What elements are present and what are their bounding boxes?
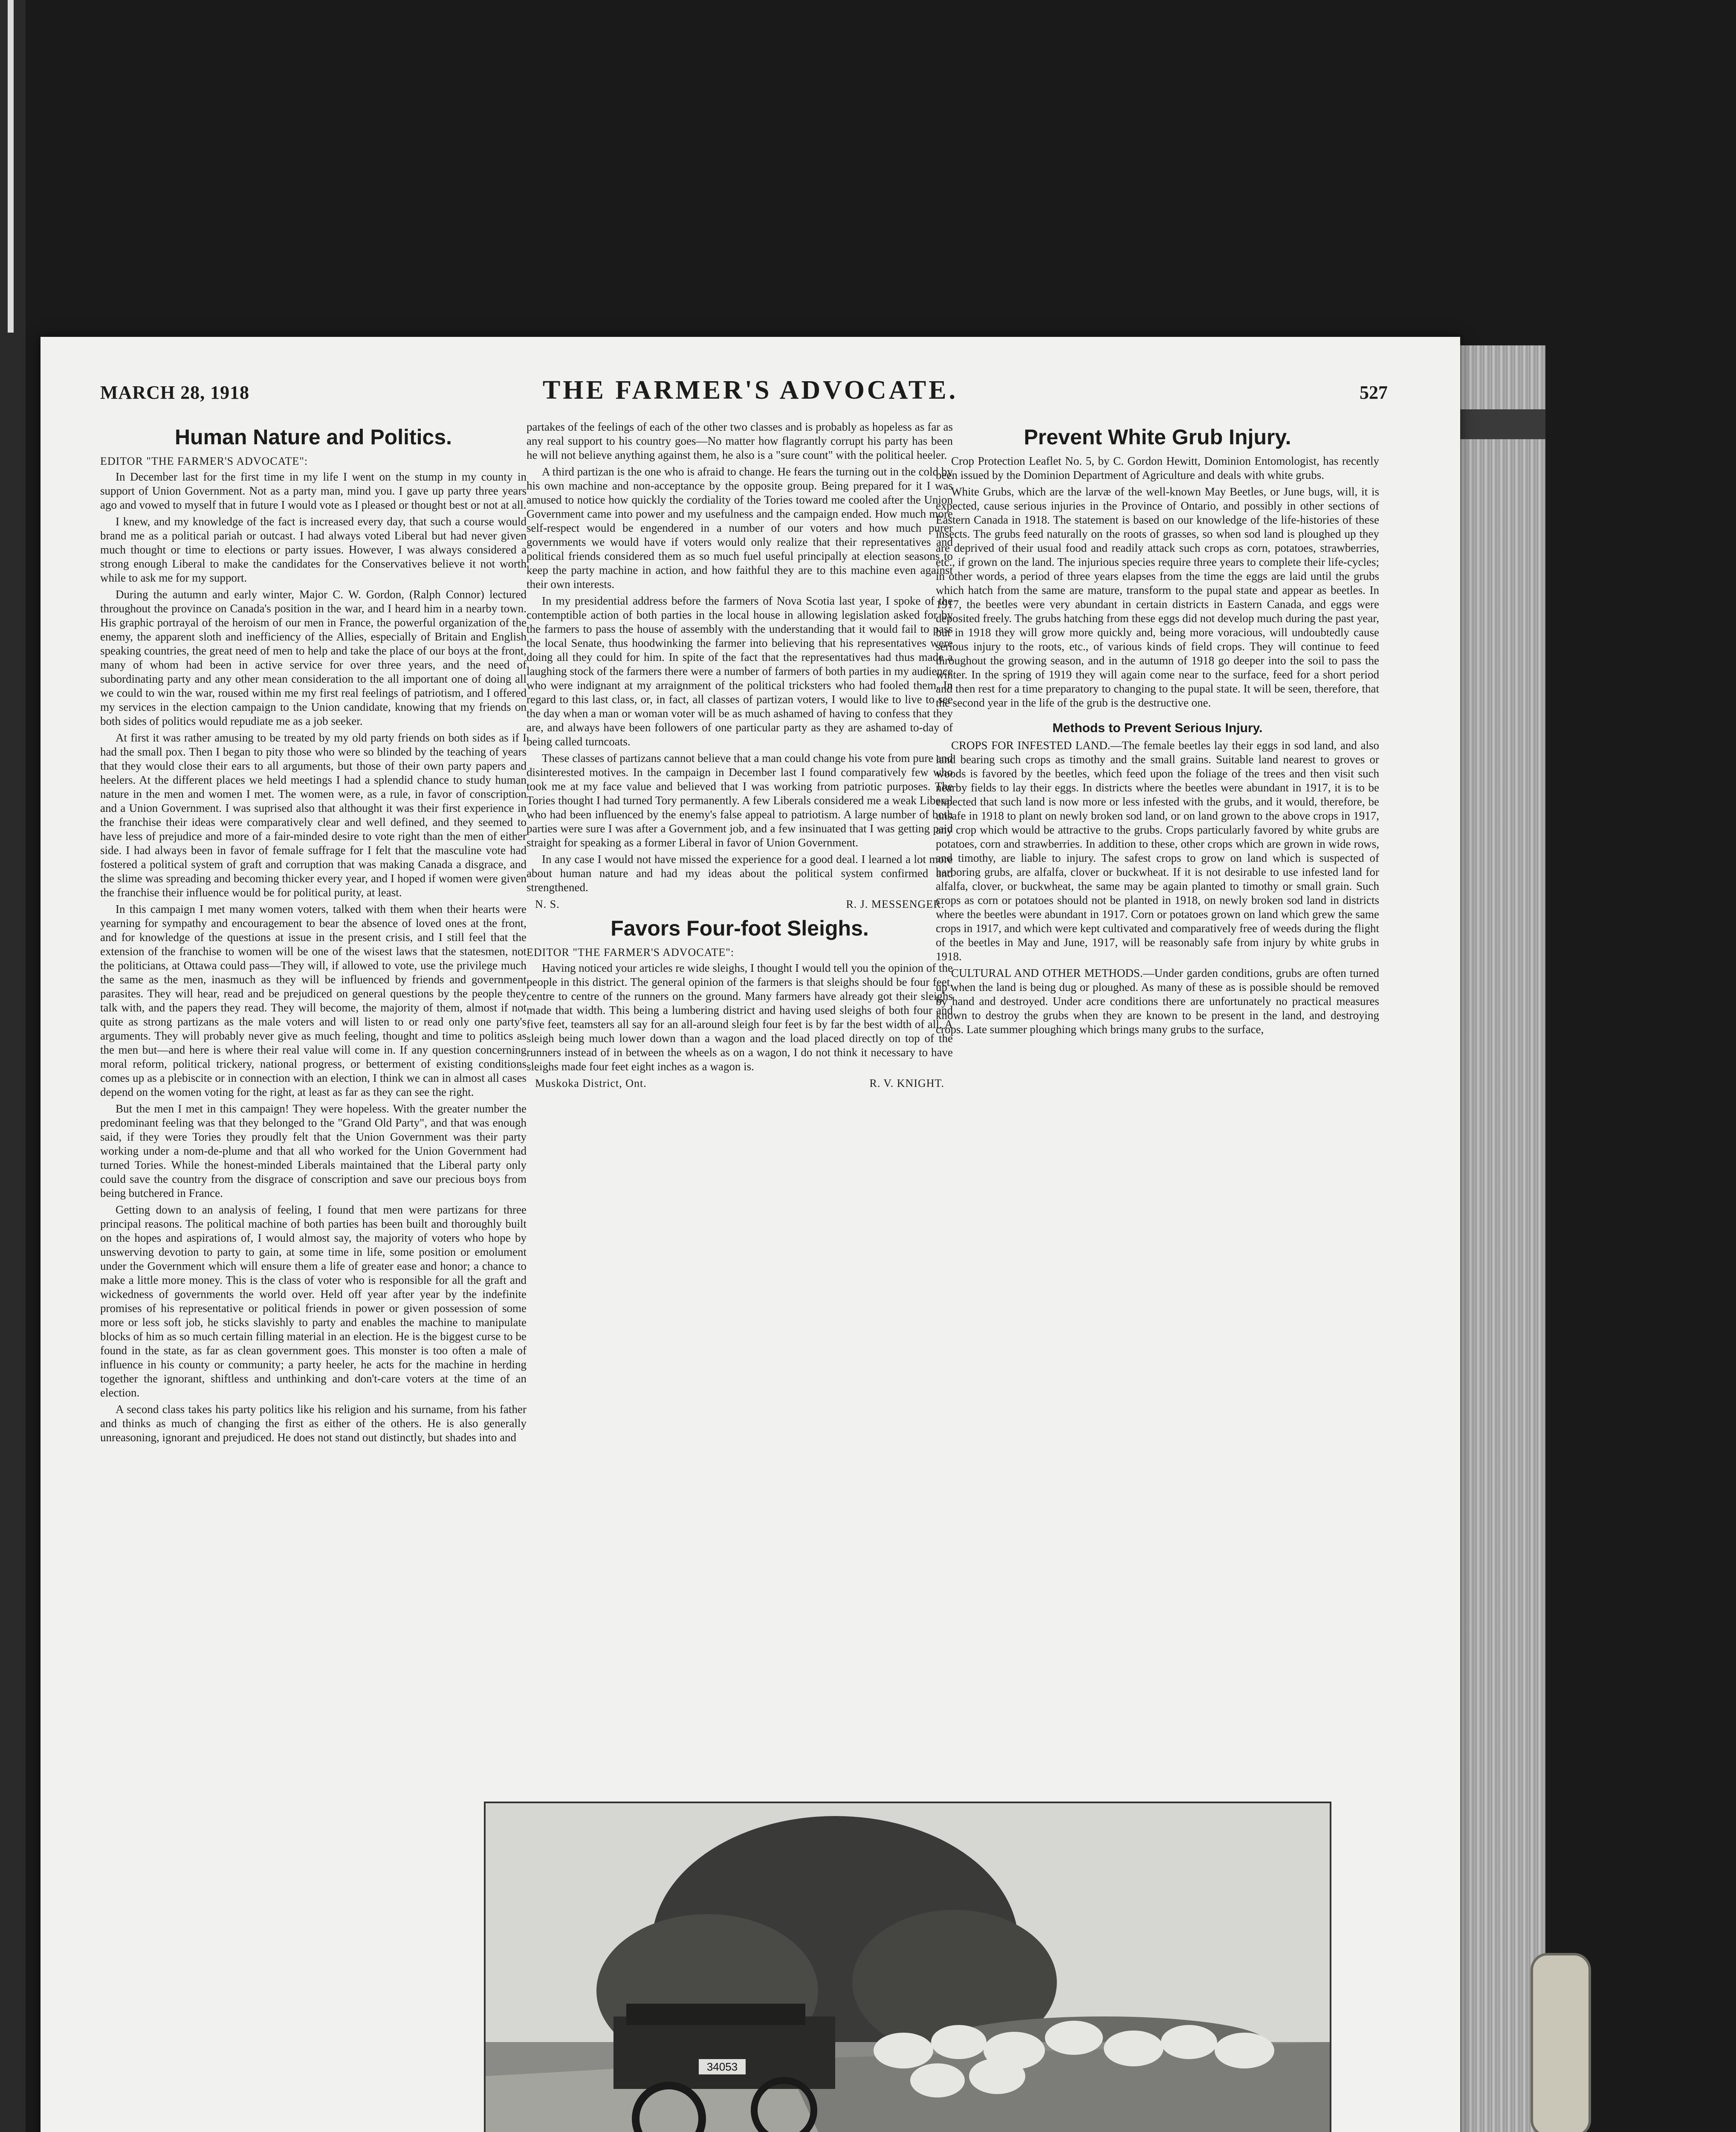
masthead-title: THE FARMER'S ADVOCATE. [542, 376, 958, 405]
run-in-head: CROPS FOR INFESTED LAND. [951, 739, 1111, 752]
column-3 [936, 420, 1379, 1039]
paragraph: But the men I met in this campaign! They were hopeless. With the greater number the predominant feeling was that they belonged to the "Grand Old Party", and that was enough said, if they were Tories they proudly felt that the Union Government was their party working under a nom-de-plume and that all who worked for the Union Government had turned Tories. While the honest-minded Liberals maintained that the Liberal party only could save the country from the disgrace of conscription and save our precious boys from being butchered in France. [100, 1102, 527, 1199]
paragraph: A second class takes his party politics like his religion and his surname, from his father and thinks as much of changing the first as either of the others. He is also generally unreasoning, ignorant and prejudiced. He does not stand out distinctly, but shades into and [100, 1403, 527, 1444]
paragraph [936, 739, 1379, 964]
column-2 [527, 420, 953, 1095]
paragraph: Crop Protection Leaflet No. 5, by C. Gordon Hewitt, Dominion Entomologist, has recently been issued by the Dominion Department of Agriculture and deals with white grubs. [936, 455, 1379, 481]
article-title: Favors Four-foot Sleighs. [610, 916, 869, 940]
article-title: Human Nature and Politics. [174, 425, 452, 449]
article-title: Prevent White Grub Injury. [1024, 425, 1291, 449]
paragraph: In any case I would not have missed the experience for a good deal. I learned a lot more about human nature and had my ideas about the political system confirmed and strengthened. [527, 853, 953, 894]
editor-salutation: EDITOR "THE FARMER'S ADVOCATE": [100, 455, 308, 467]
paragraph: I knew, and my knowledge of the fact is increased every day, that such a course would brand me as a political pariah or outcast. I had always voted Liberal but had never given much thought or time to elections or party issues. However, I was always considered a strong enough Liberal to make the candidates for the Conservatives believe it not worth while to ask me for my support. [100, 515, 527, 584]
license-plate: 34053 [706, 2060, 738, 2073]
scan-left-margin [0, 0, 26, 2132]
binding-clip [1531, 1953, 1591, 2132]
signature-name: R. V. KNIGHT. [869, 1077, 944, 1089]
editor-salutation: EDITOR "THE FARMER'S ADVOCATE": [527, 946, 735, 959]
book-page-edges [1460, 345, 1545, 2132]
signature-line [535, 897, 944, 911]
signature-name: R. J. MESSENGER. [846, 898, 944, 910]
paragraph: These classes of partizans cannot believe that a man could change his vote from pure and disinterested motives. In the campaign in December last I found comparatively few who took me at my face value and believed that I was working from patriotic purposes. The Tories thought I had turned Tory permanently. A few Liberals considered me a weak Liberal who had been influenced by the enemy's false appeal to patriotism. A large number of both parties were sure I was after a Government job, and a few insinuated that I was getting paid straight for speaking as a former Liberal in favor of Union Government. [527, 752, 953, 849]
paragraph: partakes of the feelings of each of the other two classes and is probably as hopeless as far as any real support to his country goes—No matter how flagrantly corrupt his party has been he will not believe anything against them, he also is a "sure count" with the political heeler. [527, 420, 953, 461]
paragraph-body: —Under garden conditions, grubs are often turned up when the land is being dug or ploughed. As many of these as is possible should be removed by hand and destroyed. Under acre conditions there are unfortunately no practical measures known to destroy the grubs when they are known to be present in the land, and destroying crops. Late summer ploughing which brings many grubs to the surface, [936, 967, 1380, 1036]
photo-illustration [486, 1803, 1330, 2132]
page-edge-band [1460, 409, 1545, 439]
signature-place: N. S. [535, 898, 560, 910]
paragraph: Getting down to an analysis of feeling, I found that men were partizans for three principal reasons. The political machine of both parties has been built and thoroughly built on the hopes and aspirations of, I would almost say, the majority of voters who hope by unswerving devotion to party to gain, at some time in life, some position or emolument under the Government which will ensure them a life of greater ease and honor; a chance to make a little more money. This is the class of voter who is responsible for all the graft and wickedness of governments the world over. Held off year after year by the indefinite promises of his representative or political friends in power or given possession of some more or less soft job, he sticks slavishly to party and enables the machine to manipulate blocks of him as so much certain filling material in an election. He is the biggest curse to be found in the state, as far as clean government goes. This monster is too often a male of influence in his county or community; a party heeler, he acts for the machine in herding together the ignorant, shiftless and unthinking and don't-care voters at the time of an election. [100, 1203, 527, 1399]
paragraph: In this campaign I met many women voters, talked with them when their hearts were yearning for sympathy and encouragement to bear the absence of loved ones at the front, and for knowledge of the questions at issue in the present crisis, and I still feel that the extension of the franchise to women will be one of the wisest laws that the statesmen, not the politicians, at Ottawa could pass—They will, if allowed to vote, use the privilege much the same as the men, inasmuch as they will be influenced by friends and government parasites. They will hear, read and be prejudiced on general questions by the people they talk with, and the papers they read. They will become, the majority of them, almost if not quite as strong partizans as the male voters and will listen to or read only one party's arguments. They will probably never give as much feeling, thought and time to politics as the men but—and here is where their real value will come in. If any question concerning moral reform, political trickery, national progress, or betterment of existing conditions comes up as a plebiscite or in connection with an election, I think we can in almost all cases depend on the women voting for the right, at least as far as they can see the right. [100, 903, 527, 1098]
signature-line [535, 1076, 944, 1090]
paragraph-body: —The female beetles lay their eggs in sod land, and also land bearing such crops as timothy and the small grains. Suitable land nearest to groves or woods is favored by the beetles, which feed upon the foliage of the trees and then visit such nearby fields to lay their eggs. In districts where the beetles were abundant in 1917, it is to be expected that such land is now more or less infested with the grubs, and it would, therefore, be unsafe in 1918 to plant on newly broken sod land, or on land grown to the above crops in 1917, any crop which would be attractive to the grubs. Crops particularly favored by white grubs are potatoes, corn and strawberries. In addition to these, other crops which are grown in wide rows, and timothy, are liable to injury. The safest crops to grow on land which is suspected of harboring grubs, are alfalfa, clover or buckwheat. If it is not desirable to use infested land for alfalfa, clover, or buckwheat, the same may be again planted to timothy or small grain. Such crops as corn or potatoes should not be planted in 1918, on newly broken sod land in districts where the beetles were abundant in 1917. Corn or potatoes grown on land which grew the same crops in 1917, and which were kept cultivated and comparatively free of weeds during the flight of the beetles in May and June, 1917, will be reasonably safe from injury by white grubs in 1918. [936, 739, 1380, 963]
section-subhead: Methods to Prevent Serious Injury. [1052, 721, 1263, 735]
paragraph: A third partizan is the one who is afraid to change. He fears the turning out in the cold by his own machine and non-acceptance by the opposite group. Being prepared for it I was amused to notice how quickly the cordiality of the Tories toward me cooled after the Union Government came into power and my usefulness and the campaign ended. How much more self-respect would be engendered in a number of our voters and how much purer governments we would have if voters would only realize that their representatives and political friends considered them as so much fuel useful principally at election seasons to keep the party machine in action, and how faithful they are to this machine even against their own interests. [527, 465, 953, 591]
page-header [41, 337, 1460, 405]
signature-place: Muskoka District, Ont. [535, 1077, 647, 1089]
run-in-head: CULTURAL AND OTHER METHODS. [951, 967, 1143, 979]
paragraph: In my presidential address before the farmers of Nova Scotia last year, I spoke of the contemptible action of both parties in the local house in allowing legislation asked for by the farmers to pass the house of assembly with the understanding that it would fail to pass the local Senate, thus hoodwinking the farmer into believing that his representatives were doing all they could for him. In spite of the fact that the representatives had thus made a laughing stock of the farmers there were a number of farmers of both parties in my audience who were indignant at my arraignment of the political tricksters who had fooled them. In regard to this last class, or, in fact, all classes of partizan voters, I would like to live to see the day when a man or woman voter will be as much ashamed of having to confess that they are, and always have been followers of one particular party as they are ashamed to-day of being called turncoats. [527, 594, 953, 748]
paragraph: In December last for the first time in my life I went on the stump in my county in support of Union Government. Not as a party man, mind you. I gave up party three years ago and vowed to myself that in future I would vote as I pleased or thought best or not at all. [100, 470, 527, 511]
column-1 [100, 420, 527, 1447]
farm-photo [484, 1802, 1331, 2132]
page-number: 527 [1360, 382, 1388, 403]
paragraph: White Grubs, which are the larvæ of the well-known May Beetles, or June bugs, will, it is expected, cause serious injuries in the Province of Ontario, and possibly in other sections of Eastern Canada in 1918. The statement is based on our knowledge of the life-histories of these insects. The grubs feed naturally on the roots of grasses, so when sod land is ploughed up they are deprived of their usual food and readily attack such crops as corn, potatoes, strawberries, etc., if grown on the land. The injurious species require three years to complete their life-cycles; in other words, a period of three years elapses from the time the eggs are laid until the grubs which hatch from the same are mature, transform to the pupal state and appear as beetles. In 1917, the beetles were very abundant in certain districts in Eastern Canada, and eggs were deposited freely. The grubs hatching from these eggs did not develop much during the past year, but in 1918 they will grow more quickly and, being more voracious, will undoubtedly cause serious injury to the roots, etc., of various kinds of field crops. They will continue to feed throughout the growing season, and in the autumn of 1918 go deeper into the soil to pass the winter. In the spring of 1919 they will again come near to the surface, feed for a short period and then rest for a time preparatory to changing to the pupal state. It will be seen, therefore, that the second year in the life of the grub is the destructive one. [936, 485, 1379, 709]
paragraph: During the autumn and early winter, Major C. W. Gordon, (Ralph Connor) lectured throughout the province on Canada's position in the war, and I heard him in a nearby town. His graphic portrayal of the heroism of our men in France, the powerful organization of the enemy, the apparent sloth and inefficiency of the Allies, especially of Britain and English speaking countries, the great need of men to help and take the place of our boys at the front, many of whom had been in active service for over three years, and the need of subordinating party and any other mean consideration to the all important one of doing all we could to win the war, roused within me my first real feelings of patriotism, and I offered my services in the election campaign to the Union candidate, knowing that my friends on both sides of politics would repudiate me as a job seeker. [100, 588, 527, 727]
issue-date: MARCH 28, 1918 [100, 382, 250, 403]
scan-edge-strip [8, 0, 14, 333]
paragraph [936, 966, 1379, 1037]
paragraph: At first it was rather amusing to be treated by my old party friends on both sides as if I had the small pox. Then I began to pity those who were so blinded by the teaching of years that they would close their ears to all arguments, but those of their own party papers and heelers. At the different places we held meetings I had a splendid chance to study human nature in the men and women I met. The women were, as a rule, in favor of conscription and a Union Government. I was suprised also that althought it was their first experience in the franchise their ideas were comparatively clear and well defined, and they seemed to have less of prejudice and more of a fair-minded desire to vote right than the men of either side. I had always been in favor of female suffrage for I felt that the masculine vote had fostered a political system of graft and corruption that was making Canada a disgrace, and the slime was spreading and becoming thicker every year, and I hoped if women were given the franchise their influence would be for political purity, at least. [100, 731, 527, 899]
paragraph: Having noticed your articles re wide sleighs, I thought I would tell you the opinion of the people in this district. The general opinion of the farmers is that sleighs should be four feet, centre to centre of the runners on the ground. Many farmers have already got their sleighs made that width. This being a lumbering district and having used sleighs of both four and five feet, teamsters all say for an all-around sleigh four feet is by far the best width of all. A sleigh being much lower down than a wagon and the load placed directly on top of the runners instead of in between the wheels as on a wagon, I do not think it necessary to have sleighs made four feet eight inches as a wagon is. [527, 962, 953, 1073]
